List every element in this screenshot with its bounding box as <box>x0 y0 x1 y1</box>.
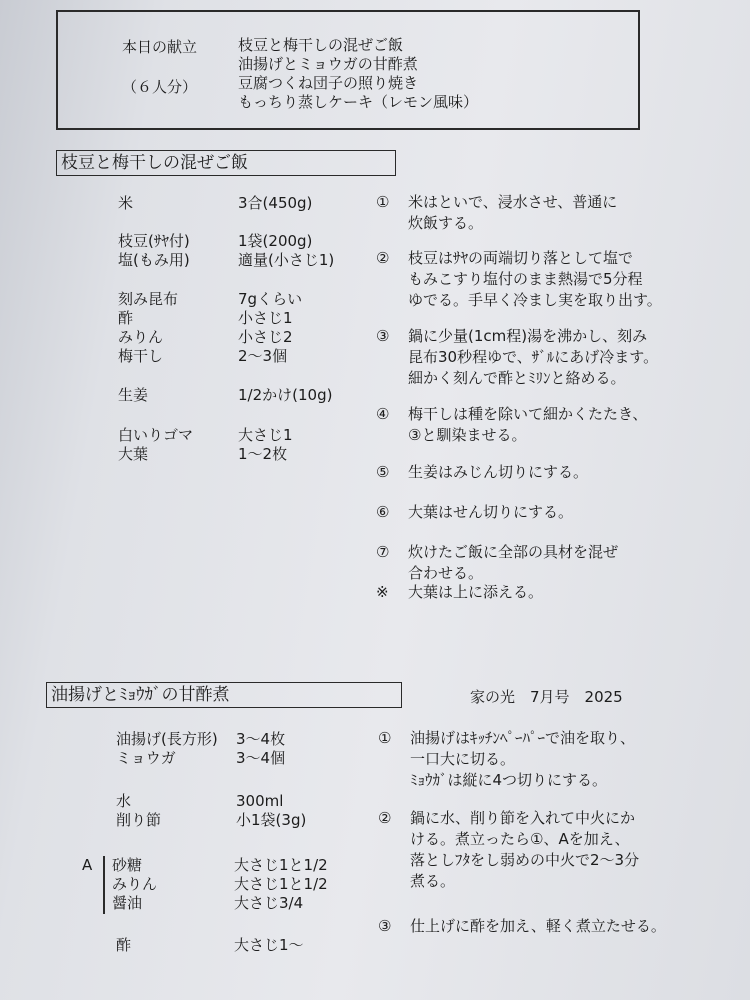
step-number: ③ <box>378 917 392 935</box>
ingredient-qty: 大さじ3/4 <box>234 894 304 912</box>
step-text: 鍋に少量(1cm程)湯を沸かし、刻み 昆布30秒程ゆで、ｻﾞﾙにあげ冷ます。 細かく刻んで酢とﾐﾘﾝと絡める。 <box>408 327 659 387</box>
ingredient-name: 醤油 <box>112 894 143 912</box>
menu-dish: 豆腐つくね団子の照り焼き <box>238 74 419 92</box>
source-info: 家の光 7月号 2025 <box>470 688 623 706</box>
ingredient-qty: 1～2枚 <box>238 445 288 463</box>
menu-dish: もっちり蒸しケーキ（レモン風味） <box>238 93 479 111</box>
ingredient-qty: 大さじ1～ <box>234 936 304 954</box>
step-number: ① <box>378 729 392 747</box>
menu-dish: 枝豆と梅干しの混ぜご飯 <box>238 36 404 54</box>
ingredient-name: 砂糖 <box>112 856 143 874</box>
ingredient-name: 油揚げ(長方形) <box>116 730 218 748</box>
ingredient-name: 白いりゴマ <box>118 426 194 444</box>
ingredient-name: 枝豆(ｻﾔ付) <box>118 232 190 250</box>
ingredient-qty: 大さじ1 <box>238 426 293 444</box>
group-a-bracket <box>103 856 105 914</box>
recipe1-title-text: 枝豆と梅干しの混ぜご飯 <box>61 153 248 173</box>
ingredient-qty: 3合(450g) <box>238 194 313 212</box>
recipe1-title <box>56 150 396 176</box>
step-text: 米はといで、浸水させ、普通に 炊飯する。 <box>408 193 618 232</box>
ingredient-name: みりん <box>112 875 158 893</box>
ingredient-qty: 適量(小さじ1) <box>238 251 335 269</box>
ingredient-name: 酢 <box>116 936 132 954</box>
step-number: ⑦ <box>376 543 390 561</box>
step-text: 大葉はせん切りにする。 <box>408 503 574 521</box>
note-text: 大葉は上に添える。 <box>408 583 544 601</box>
step-text: 鍋に水、削り節を入れて中火にか ける。煮立ったら①、Aを加え、 落としﾌﾀをし弱めの中火で2～3分 煮る。 <box>410 809 640 890</box>
recipe2-title <box>46 682 402 708</box>
step-number: ① <box>376 193 390 211</box>
step-number: ③ <box>376 327 390 345</box>
ingredient-name: 生姜 <box>118 386 149 404</box>
group-a-label: A <box>82 856 93 874</box>
step-text: 梅干しは種を除いて細かくたたき、 ③と馴染ませる。 <box>408 405 648 444</box>
ingredient-name: ミョウガ <box>116 749 176 767</box>
step-text: 生姜はみじん切りにする。 <box>408 463 589 481</box>
step-text: 油揚げはｷｯﾁﾝﾍﾟｰﾊﾟｰで油を取り、 一口大に切る。 ﾐｮｳｶﾞは縦に4つ切りにする。 <box>410 729 636 789</box>
ingredient-name: 刻み昆布 <box>118 290 179 308</box>
step-number: ② <box>378 809 392 827</box>
step-number: ④ <box>376 405 390 423</box>
ingredient-qty: 大さじ1と1/2 <box>234 875 328 893</box>
ingredient-qty: 3～4枚 <box>236 730 286 748</box>
step-text: 枝豆はｻﾔの両端切り落として塩で もみこすり塩付のまま熱湯で5分程 ゆでる。手早く冷まし実を取り出す。 <box>408 249 662 309</box>
ingredient-name: 水 <box>116 792 132 810</box>
recipe2-title-text: 油揚げとﾐｮｳｶﾞの甘酢煮 <box>51 685 230 705</box>
ingredient-name: 大葉 <box>118 445 149 463</box>
ingredient-qty: 小さじ2 <box>238 328 293 346</box>
ingredient-qty: 7gくらい <box>238 290 303 308</box>
step-number: ⑥ <box>376 503 390 521</box>
ingredient-qty: 1袋(200g) <box>238 232 313 250</box>
note-mark: ※ <box>376 583 389 601</box>
ingredient-name: 削り節 <box>116 811 162 829</box>
ingredient-name: みりん <box>118 328 164 346</box>
step-text: 炊けたご飯に全部の具材を混ぜ 合わせる。 <box>408 543 619 582</box>
ingredient-name: 塩(もみ用) <box>118 251 190 269</box>
ingredient-qty: 1/2かけ(10g) <box>238 386 333 404</box>
ingredient-qty: 3～4個 <box>236 749 286 767</box>
ingredient-qty: 小1袋(3g) <box>236 811 307 829</box>
menu-servings: （６人分） <box>122 78 198 96</box>
ingredient-name: 米 <box>118 194 134 212</box>
ingredient-qty: 2～3個 <box>238 347 288 365</box>
step-text: 仕上げに酢を加え、軽く煮立たせる。 <box>410 917 666 935</box>
menu-label: 本日の献立 <box>122 38 198 56</box>
step-number: ② <box>376 249 390 267</box>
ingredient-name: 酢 <box>118 309 134 327</box>
menu-dish: 油揚げとミョウガの甘酢煮 <box>238 55 418 73</box>
ingredient-qty: 小さじ1 <box>238 309 293 327</box>
ingredient-name: 梅干し <box>118 347 164 365</box>
ingredient-qty: 大さじ1と1/2 <box>234 856 328 874</box>
step-number: ⑤ <box>376 463 390 481</box>
ingredient-qty: 300ml <box>236 792 284 810</box>
